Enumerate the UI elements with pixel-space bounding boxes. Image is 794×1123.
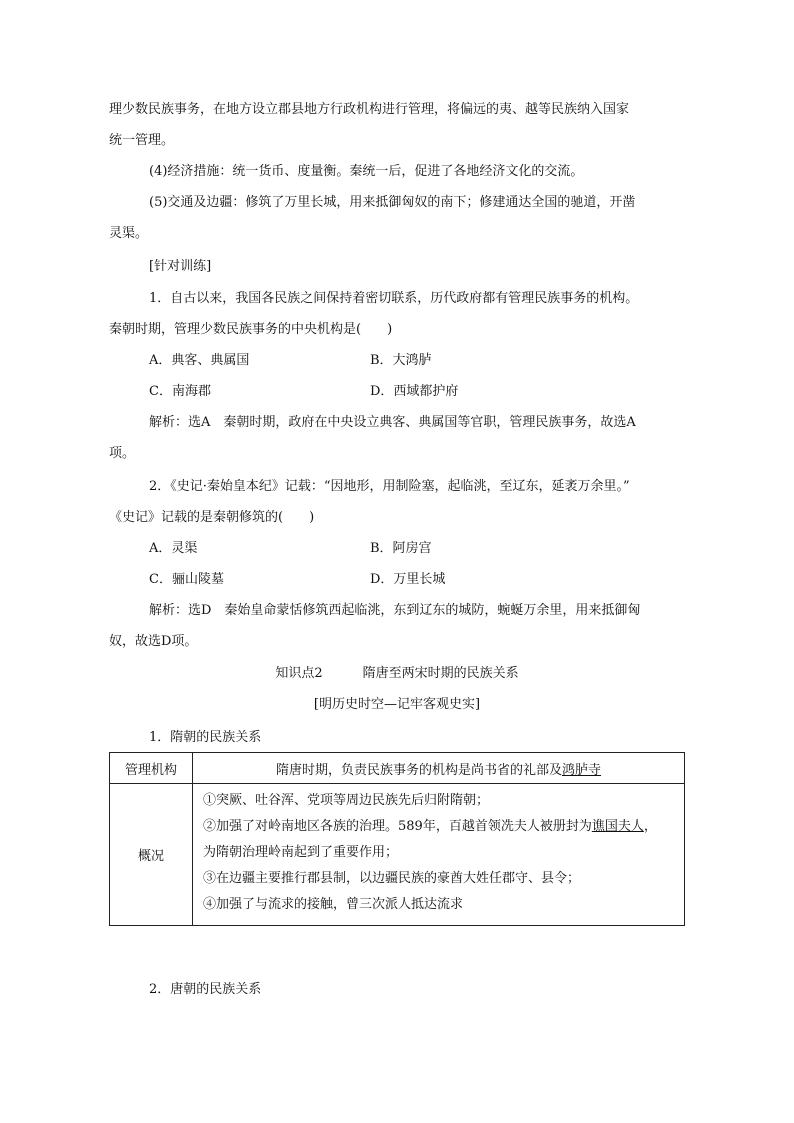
list-item: ④加强了与流求的接触，曾三次派人抵达流求 xyxy=(203,897,464,912)
sui-relations-table xyxy=(109,752,685,926)
economic-measures: (4)经济措施：统一货币、度量衡。秦统一后，促进了各地经济文化的交流。 xyxy=(149,164,584,179)
transport-measures-cont: 灵渠。 xyxy=(109,226,149,241)
question-2-answer-cont: 奴，故选D项。 xyxy=(109,634,198,649)
para-line: 理少数民族事务，在地方设立郡县地方行政机构进行管理，将偏远的夷、越等民族纳入国家 xyxy=(109,102,630,117)
question-1-option-a: A．典客、典属国 xyxy=(149,353,250,368)
section-title: 隋唐至两宋时期的民族关系 xyxy=(362,666,519,681)
question-2-stem: 2．《史记·秦始皇本纪》记载：“因地形，用制险塞，起临洮，至辽东，延袤万余里。” xyxy=(149,479,630,494)
question-1-stem-cont: 秦朝时期，管理少数民族事务的中央机构是( ) xyxy=(109,322,393,337)
cell-underlined-text: 鸿胪寺 xyxy=(562,762,602,778)
table-header-cell: 概况 xyxy=(110,784,193,926)
list-item: ①突厥、吐谷浑、党项等周边民族先后归附隋朝； xyxy=(203,793,490,808)
question-1-option-b: B．大鸿胪 xyxy=(370,353,432,368)
table-cell xyxy=(193,784,685,926)
question-1-answer-cont: 项。 xyxy=(109,446,136,461)
para-line: 统一管理。 xyxy=(109,133,175,148)
transport-measures: (5)交通及边疆：修筑了万里长城，用来抵御匈奴的南下；修建通达全国的驰道，开凿 xyxy=(149,195,636,210)
question-2-option-b: B．阿房宫 xyxy=(370,541,432,556)
table-cell xyxy=(193,753,685,784)
table-header-cell: 管理机构 xyxy=(110,753,193,784)
table-row xyxy=(110,753,685,784)
table-row xyxy=(110,784,685,926)
question-2-option-a: A．灵渠 xyxy=(149,541,198,556)
section-heading xyxy=(0,664,794,684)
question-2-stem-cont: 《史记》记载的是秦朝修筑的( ) xyxy=(109,510,315,525)
item-text: ， xyxy=(643,819,657,834)
list-item xyxy=(203,817,674,837)
question-1-stem: 1．自古以来，我国各民族之间保持着密切联系，历代政府都有管理民族事务的机构。 xyxy=(149,291,639,306)
question-2-option-d: D．万里长城 xyxy=(370,572,446,587)
sui-heading: 1．隋朝的民族关系 xyxy=(149,730,262,745)
tang-heading: 2．唐朝的民族关系 xyxy=(149,982,262,997)
section-label: 知识点2 xyxy=(275,666,323,681)
question-1-option-c: C．南海郡 xyxy=(149,384,211,399)
section-subtitle: [明历史时空—记牢客观史实] xyxy=(313,697,481,712)
question-1-answer: 解析：选A 秦朝时期，政府在中央设立典客、典属国等官职，管理民族事务，故选A xyxy=(149,415,636,430)
item-text: ②加强了对岭南地区各族的治理。589年，百越首领冼夫人被册封为 xyxy=(203,819,592,834)
list-item-cont: 为隋朝治理岭南起到了重要作用； xyxy=(203,845,399,860)
cell-text: 隋唐时期，负责民族事务的机构是尚书省的礼部及 xyxy=(275,762,562,778)
practice-heading: [针对训练] xyxy=(149,259,212,274)
question-2-answer: 解析：选D 秦始皇命蒙恬修筑西起临洮，东到辽东的城防，蜿蜒万余里，用来抵御匈 xyxy=(149,603,641,618)
list-item: ③在边疆主要推行郡县制，以边疆民族的豪酋大姓任郡守、县令； xyxy=(203,871,581,886)
item-underlined-text: 谯国夫人 xyxy=(591,819,644,834)
question-1-option-d: D．西域都护府 xyxy=(370,384,459,399)
question-2-option-c: C．骊山陵墓 xyxy=(149,572,224,587)
